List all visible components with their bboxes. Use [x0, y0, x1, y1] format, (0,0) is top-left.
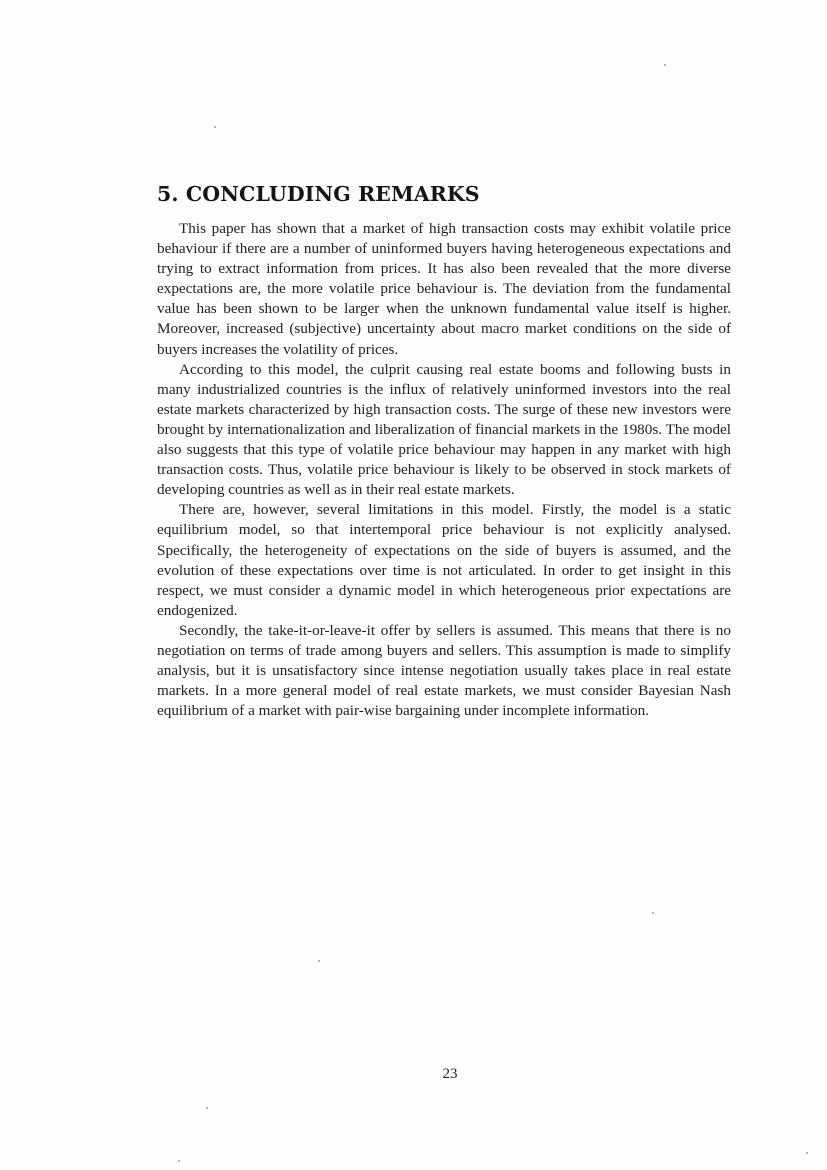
scan-speck: [206, 1107, 208, 1109]
page-number: 23: [442, 1066, 458, 1082]
paragraph-model-implications: According to this model, the culprit causing real estate booms and following busts in many industrialized countries is the influx of relatively uninformed investors into the real estate markets characterized by high transaction costs. The surge of these new investors were brought by internationalization and liberalization of financial markets in the 1980s. The model also suggests that this type of volatile price behaviour may happen in any market with high transaction costs. Thus, volatile price behaviour is likely to be observed in stock markets of developing countries as well as in their real estate markets.: [157, 360, 731, 499]
scan-speck: [214, 126, 216, 128]
scan-speck: [806, 1152, 808, 1154]
scan-speck: [318, 960, 320, 962]
section-heading: 5. CONCLUDING REMARKS: [157, 182, 480, 206]
scan-speck: [652, 912, 654, 914]
scan-speck: [664, 64, 666, 66]
paragraph-limitations-first: There are, however, several limitations in this model. Firstly, the model is a static equilibrium model, so that intertemporal price behaviour is not explicitly analysed. Specifically, the heterogeneity of expectations on the side of buyers is assumed, and the evolution of these expectations over time is not articulated. In order to get insight in this respect, we must consider a dynamic model in which heterogeneous prior expectations are endogenized.: [157, 501, 731, 619]
scan-speck: [178, 1160, 180, 1162]
paragraph-limitations-second: Secondly, the take-it-or-leave-it offer by sellers is assumed. This means that there is no negotiation on terms of trade among buyers and sellers. This assumption is made to simplify analysis, but it is unsatisfactory since intense negotiation usually takes place in real estate markets. In a more general model of real estate markets, we must consider Bayesian Nash equilibrium of a market with pair-wise bargaining under incomplete information.: [157, 621, 731, 720]
paragraph-summary: This paper has shown that a market of high transaction costs may exhibit volatile price behaviour if there are a number of uninformed buyers having heterogeneous expectations and trying to extract information from prices. It has also been revealed that the more diverse expectations are, the more volatile price behaviour is. The deviation from the fundamental value has been shown to be larger when the unknown fundamental value itself is higher. Moreover, increased (subjective) uncertainty about macro market conditions on the side of buyers increases the volatility of prices.: [157, 220, 731, 358]
body-text: [157, 219, 731, 721]
